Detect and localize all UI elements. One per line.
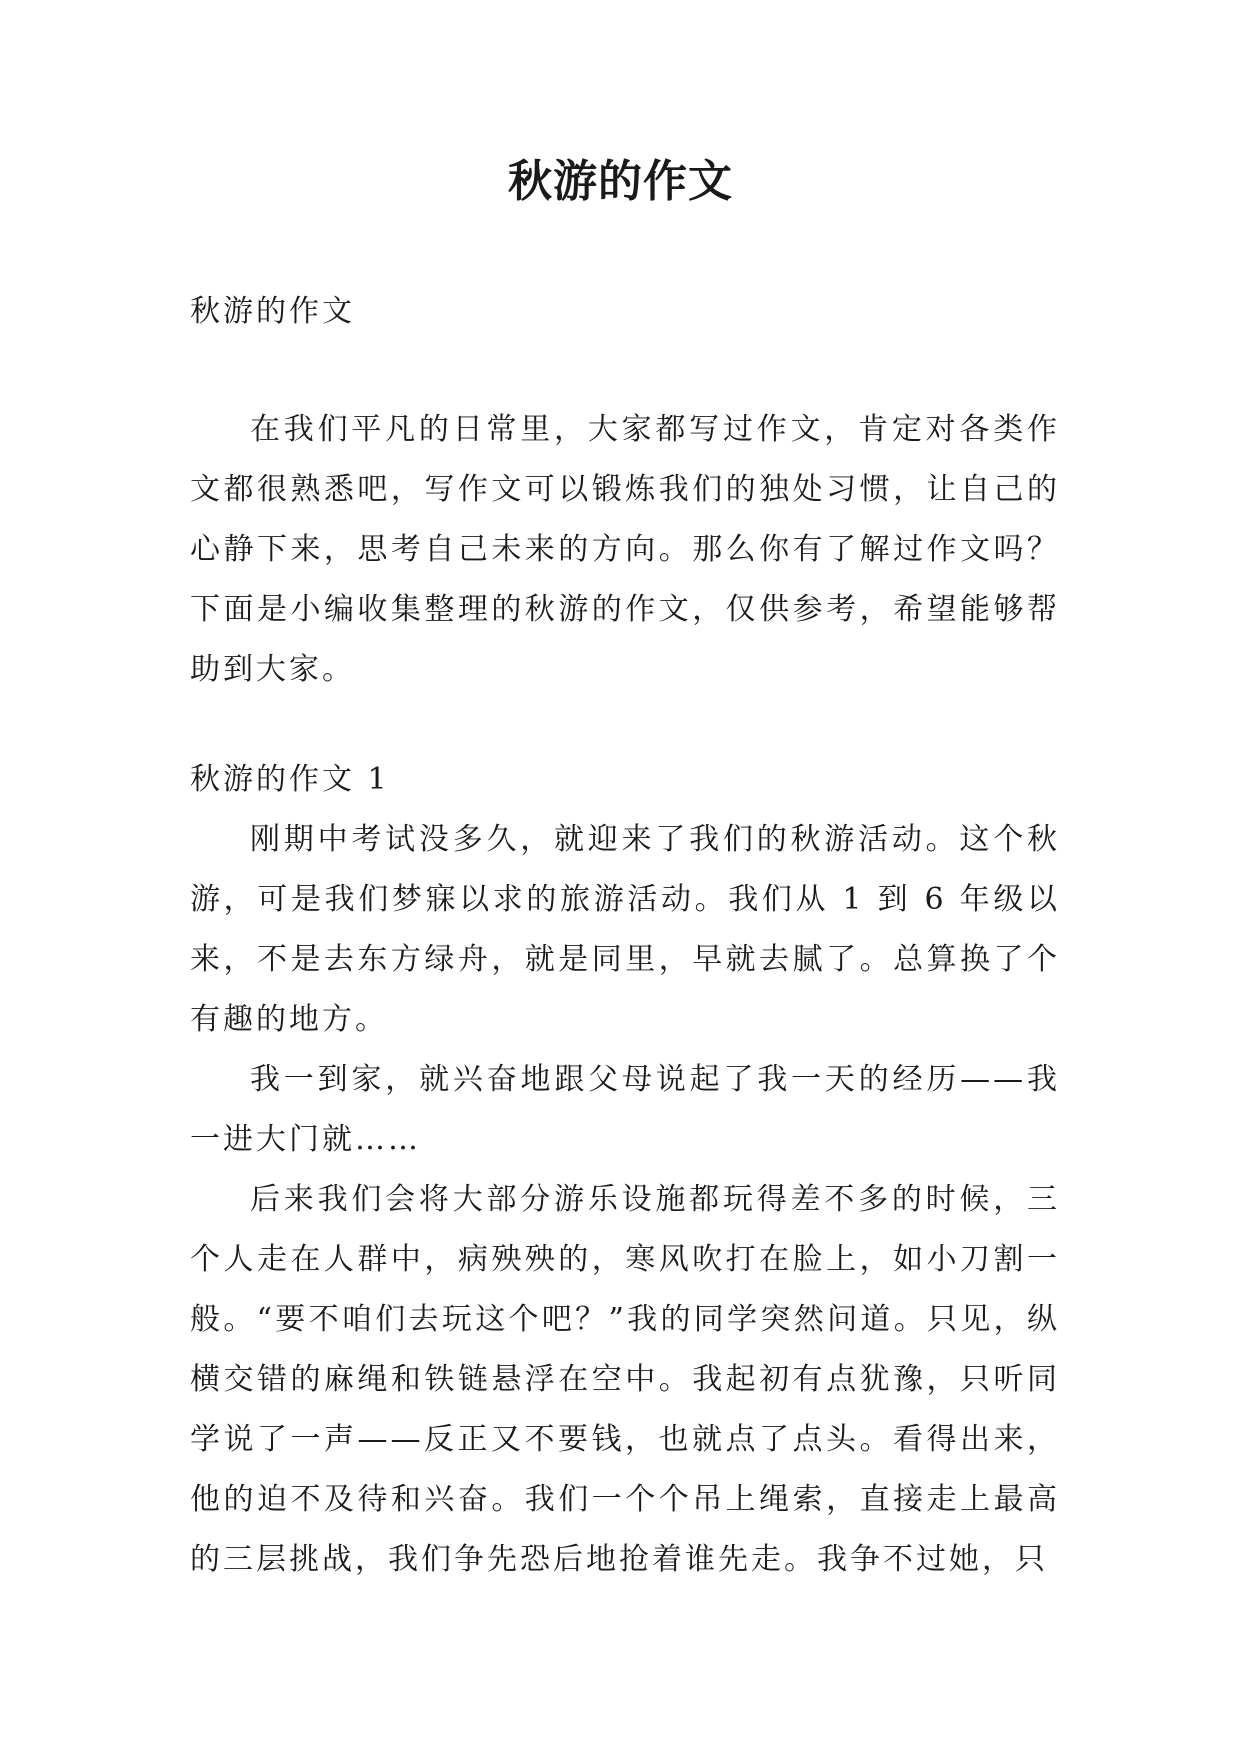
essay-paragraph: 刚期中考试没多久，就迎来了我们的秋游活动。这个秋游，可是我们梦寐以求的旅游活动。我们从 1 到 6 年级以来，不是去东方绿舟，就是同里，早就去腻了。总算换了个有趣的地方。 — [190, 822, 1060, 1037]
essay-paragraph: 我一到家，就兴奋地跟父母说起了我一天的经历——我一进大门就…… — [190, 1062, 1060, 1157]
essay-paragraph: 后来我们会将大部分游乐设施都玩得差不多的时候，三个人走在人群中，病殃殃的，寒风吹打在脸上，如小刀割一般。“要不咱们去玩这个吧？”我的同学突然问道。只见，纵横交错的麻绳和铁链悬浮在空中。我起初有点犹豫，只听同学说了一声——反正又不要钱，也就点了点头。看得出来，他的迫不及待和兴奋。我们一个个吊上绳索，直接走上最高的三层挑战，我们争先恐后地抢着谁先走。我争不过她，只 — [190, 1182, 1060, 1577]
intro-section — [190, 400, 1060, 700]
document-title: 秋游的作文 — [508, 156, 733, 207]
intro-paragraph: 在我们平凡的日常里，大家都写过作文，肯定对各类作文都很熟悉吧，写作文可以锻炼我们的独处习惯，让自己的心静下来，思考自己未来的方向。那么你有了解过作文吗？下面是小编收集整理的秋游的作文，仅供参考，希望能够帮助到大家。 — [190, 412, 1060, 687]
document-subtitle: 秋游的作文 — [190, 294, 355, 329]
section-heading: 秋游的作文 1 — [190, 762, 390, 797]
essay-body — [190, 810, 1060, 1590]
